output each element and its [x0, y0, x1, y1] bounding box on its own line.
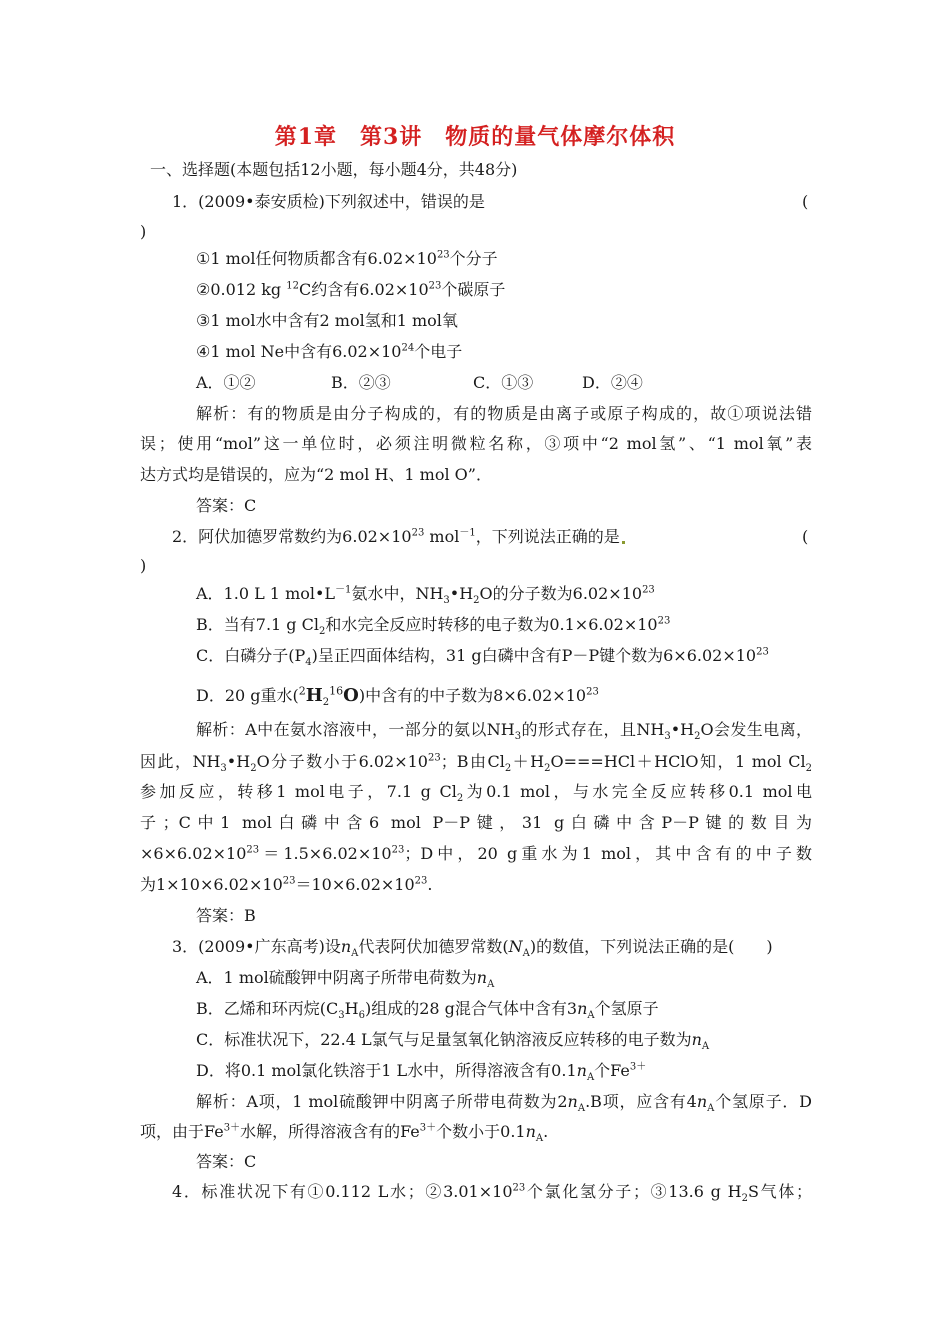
question-1-stem: 1．(2009•泰安质检)下列叙述中，错误的是	[172, 192, 485, 211]
question-4-stem: 4．标准状况下有①0.112 L水；$②3.01\times 10^{23}$个氯化氢分子；③13.6 g $H_2S$气体；	[172, 1182, 812, 1205]
statement-4: ④1 mol Ne中含有$6.02\times 10^{24}$个电子	[196, 342, 463, 361]
explanation-line: 解析：A项，1 mol硫酸钾中阴离子所带电荷数为$2n_A.B$项，应含有$4n_A$个氢原子．D	[196, 1092, 812, 1115]
explanation-line: 解析：有的物质是由分子构成的，有的物质是由离子或原子构成的，故①项说法错	[196, 404, 812, 423]
question-2-stem: 2．阿伏加德罗常数约为$6.02\times 10^{23}$ mol$^{-1}$，下列说法正确的是	[172, 527, 812, 547]
option-c: C．标准状况下，22.4 L氯气与足量氢氧化钠溶液反应转移的电子数为$n_A$	[196, 1030, 710, 1053]
stray-mark	[622, 541, 625, 544]
explanation-line: 子；C中1 mol白磷中含6 mol P－P键，31 g白磷中含P－P键的数目为	[140, 813, 812, 832]
page-title: 第1章 第3讲 物质的量气体摩尔体积	[274, 124, 676, 150]
option-d: D．20 g重水$(^2H_2^{16}O)$中含有的中子数为$8\times 6.02\times 10^{23}$	[196, 684, 599, 709]
answer-label: 答案：B	[196, 906, 256, 925]
explanation-line: 达方式均是错误的，应为“2 mol H、1 mol O”．	[140, 465, 492, 484]
explanation-line: 误；使用“mol”这一单位时，必须注明微粒名称，③项中“2 mol氢”、“1 mol氧”表	[140, 434, 812, 453]
explanation-line: 参加反应，转移1 mol电子，7.1 g $Cl_2$为0.1 mol，与水完全反应转移0.1 mol电	[140, 782, 812, 805]
option-a: A．1 mol硫酸钾中阴离子所带电荷数为$n_A$	[196, 968, 495, 991]
option-c: C．①③	[473, 373, 534, 392]
explanation-line: $\times 6\times 6.02\times 10^{23}=1.5\times 6.02\times 10^{23}$；D中，20 g重水为1 mol，其中含有的中子数	[140, 844, 812, 863]
option-a: A．①②	[196, 373, 256, 392]
section-heading: 一、选择题(本题包括12小题，每小题4分，共48分)	[150, 160, 518, 179]
answer-paren-close: )	[140, 222, 147, 241]
option-a: A．1.0 L 1 $mol•L^{-1}$氨水中，$NH_3•H_2O$的分子数为$6.02\times 10^{23}$	[196, 584, 655, 607]
option-d: D．将0.1 mol氯化铁溶于1 L水中，所得溶液含有$0.1n_A$个$Fe^{3+}$	[196, 1061, 647, 1084]
answer-label: 答案：C	[196, 496, 257, 515]
option-b: B．当有7.1 g $Cl_2$和水完全反应时转移的电子数为$0.1\times 6.02\times 10^{23}$	[196, 615, 671, 638]
explanation-line: 因此，$NH_3•H_2O$分子数小于$6.02\times 10^{23}$；B由$Cl_2+H_2O===HCl+HClO$知，1 mol $Cl_2$	[140, 752, 812, 775]
explanation-line: 为$1\times 10\times 6.02\times 10^{23}=10\times 6.02\times 10^{23}$.	[140, 875, 433, 894]
option-d: D．②④	[582, 373, 643, 392]
statement-1: ①1 mol任何物质都含有$6.02\times 10^{23}$个分子	[196, 249, 498, 268]
answer-paren-close: )	[140, 556, 147, 575]
statement-3: ③1 mol水中含有2 mol氢和1 mol氧	[196, 311, 458, 330]
answer-label: 答案：C	[196, 1152, 257, 1171]
statement-2: ②0.012 kg $^{12}$C约含有$6.02\times 10^{23}$个碳原子	[196, 280, 506, 299]
question-3-stem: 3．(2009•广东高考)设$n_A$代表阿伏加德罗常数$(N_A)$的数值，下列说法正确的是( )	[172, 937, 773, 960]
option-b: B．②③	[331, 373, 391, 392]
explanation-line: 项，由于$Fe^{3+}$水解，所得溶液含有的$Fe^{3+}$个数小于$0.1n_A$.	[140, 1122, 549, 1145]
option-c: C．白磷分子$(P_4)$呈正四面体结构，31 g白磷中含有P－P键个数为$6\times 6.02\times 10^{23}$	[196, 646, 769, 669]
explanation-line: 解析：A中在氨水溶液中，一部分的氨以$NH_3$的形式存在，且$NH_3•H_2O$会发生电离，	[196, 720, 813, 743]
answer-paren-open: (	[802, 527, 809, 546]
option-b: B．乙烯和环丙烷$(C_3H_6)$组成的28 g混合气体中含有$3n_A$个氢原子	[196, 999, 659, 1022]
answer-paren-open: (	[802, 192, 809, 211]
